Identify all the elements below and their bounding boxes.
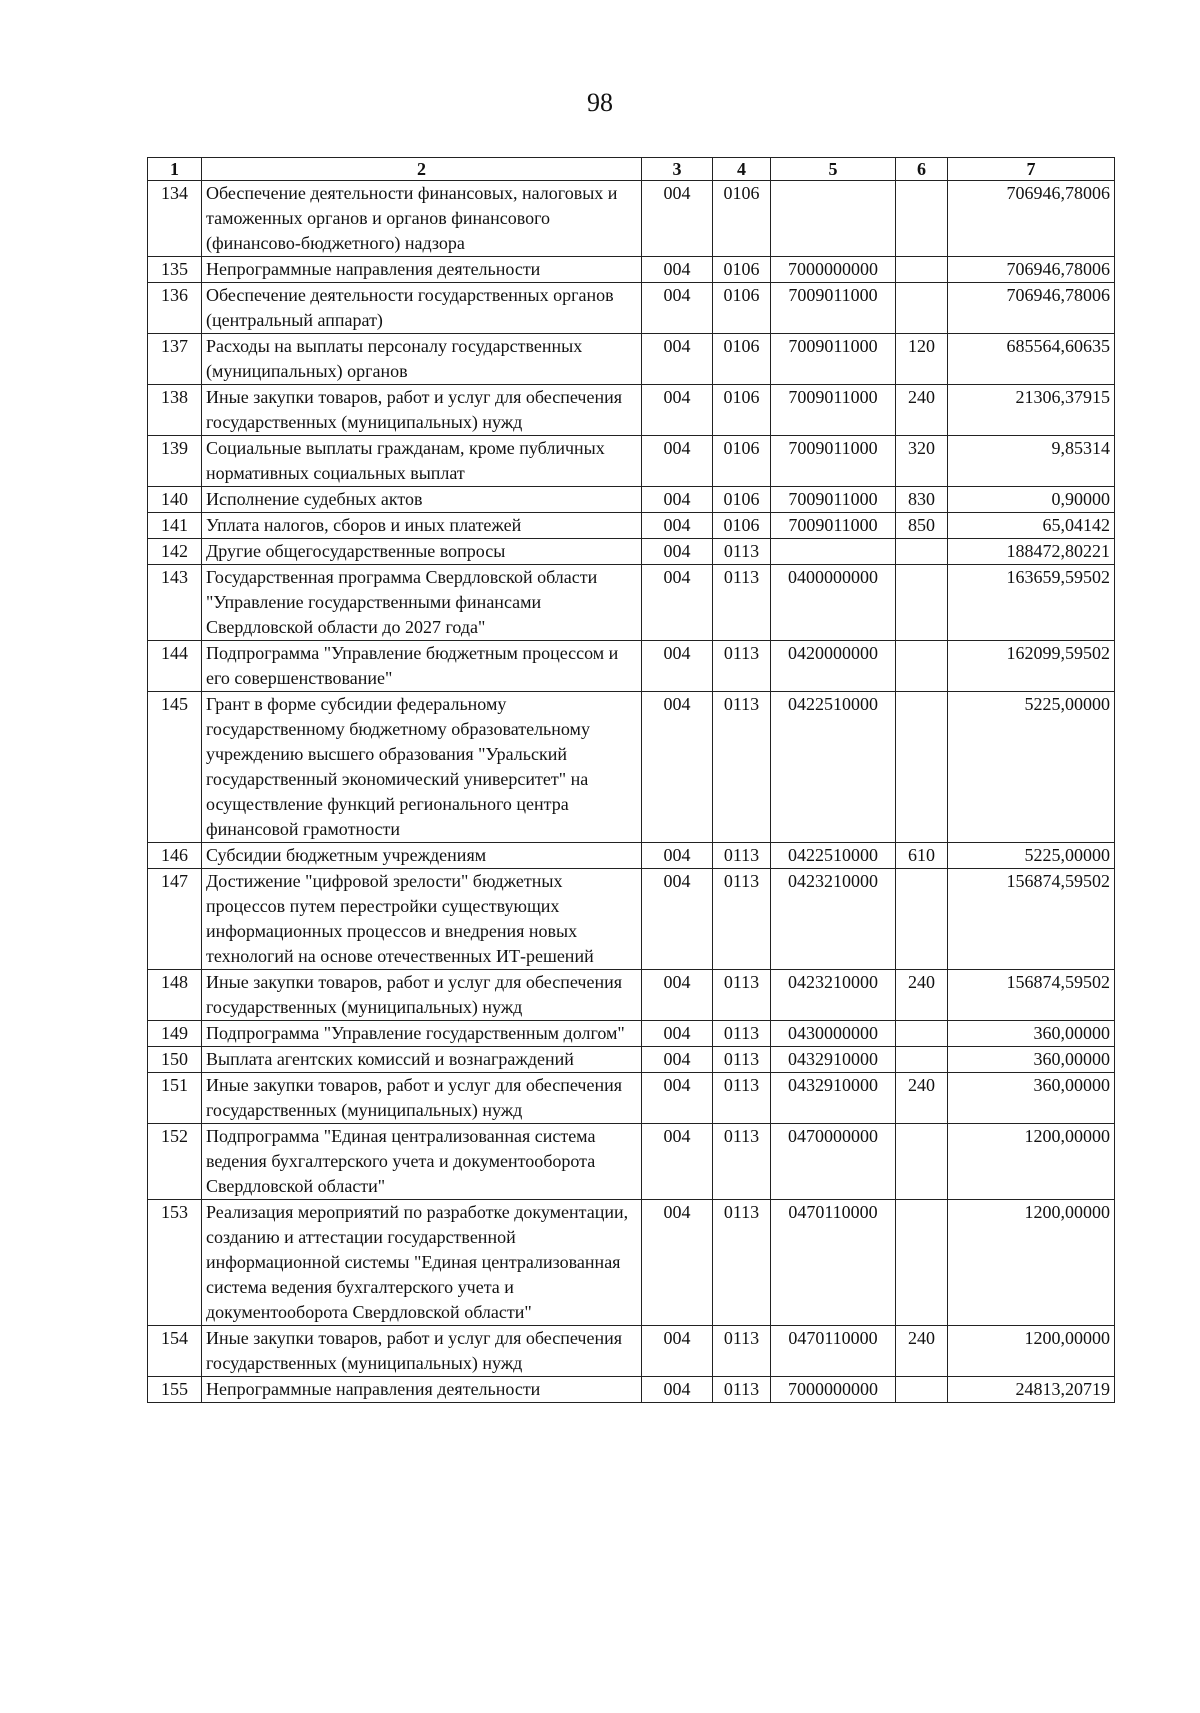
expense-type-cell [896, 181, 948, 257]
ministry-code-cell: 004 [642, 334, 713, 385]
expense-type-cell: 240 [896, 1326, 948, 1377]
column-header: 1 [148, 158, 202, 181]
row-number-cell: 144 [148, 641, 202, 692]
item-name-cell: Обеспечение деятельности государственных органов (центральный аппарат) [202, 283, 642, 334]
table-row [148, 692, 1115, 843]
expense-type-cell: 610 [896, 843, 948, 869]
item-name-cell: Обеспечение деятельности финансовых, налоговых и таможенных органов и органов финансового (финансово-бюджетного) надзора [202, 181, 642, 257]
row-number-cell: 148 [148, 970, 202, 1021]
row-number-cell: 140 [148, 487, 202, 513]
row-number-cell: 155 [148, 1377, 202, 1403]
table-row [148, 1377, 1115, 1403]
section-code-cell: 0106 [713, 487, 771, 513]
column-header: 5 [771, 158, 896, 181]
target-code-cell: 0432910000 [771, 1047, 896, 1073]
table-row [148, 1200, 1115, 1326]
row-number-cell: 135 [148, 257, 202, 283]
amount-cell: 1200,00000 [948, 1124, 1115, 1200]
row-number-cell: 136 [148, 283, 202, 334]
target-code-cell: 7009011000 [771, 513, 896, 539]
expense-type-cell [896, 539, 948, 565]
expense-type-cell [896, 1377, 948, 1403]
expense-type-cell: 830 [896, 487, 948, 513]
target-code-cell: 0430000000 [771, 1021, 896, 1047]
item-name-cell: Субсидии бюджетным учреждениям [202, 843, 642, 869]
table-row [148, 843, 1115, 869]
expense-type-cell: 240 [896, 1073, 948, 1124]
target-code-cell: 7009011000 [771, 385, 896, 436]
item-name-cell: Непрограммные направления деятельности [202, 1377, 642, 1403]
ministry-code-cell: 004 [642, 1047, 713, 1073]
expense-type-cell: 240 [896, 385, 948, 436]
ministry-code-cell: 004 [642, 257, 713, 283]
ministry-code-cell: 004 [642, 1326, 713, 1377]
amount-cell: 163659,59502 [948, 565, 1115, 641]
target-code-cell: 0470000000 [771, 1124, 896, 1200]
target-code-cell [771, 539, 896, 565]
section-code-cell: 0106 [713, 385, 771, 436]
amount-cell: 1200,00000 [948, 1326, 1115, 1377]
section-code-cell: 0106 [713, 257, 771, 283]
table-row [148, 869, 1115, 970]
amount-cell: 156874,59502 [948, 869, 1115, 970]
amount-cell: 156874,59502 [948, 970, 1115, 1021]
item-name-cell: Выплата агентских комиссий и вознаграждений [202, 1047, 642, 1073]
ministry-code-cell: 004 [642, 970, 713, 1021]
ministry-code-cell: 004 [642, 1073, 713, 1124]
ministry-code-cell: 004 [642, 565, 713, 641]
expense-type-cell [896, 1124, 948, 1200]
ministry-code-cell: 004 [642, 181, 713, 257]
target-code-cell: 7000000000 [771, 257, 896, 283]
expense-type-cell [896, 869, 948, 970]
target-code-cell: 0423210000 [771, 869, 896, 970]
section-code-cell: 0113 [713, 1124, 771, 1200]
section-code-cell: 0113 [713, 869, 771, 970]
amount-cell: 706946,78006 [948, 257, 1115, 283]
table-row [148, 487, 1115, 513]
row-number-cell: 139 [148, 436, 202, 487]
item-name-cell: Реализация мероприятий по разработке документации, созданию и аттестации государственной информационной системы "Единая централизованная система ведения бухгалтерского учета и документооборота Свердловской области" [202, 1200, 642, 1326]
row-number-cell: 145 [148, 692, 202, 843]
item-name-cell: Иные закупки товаров, работ и услуг для обеспечения государственных (муниципальных) нужд [202, 1073, 642, 1124]
table-row [148, 385, 1115, 436]
table-row [148, 641, 1115, 692]
amount-cell: 1200,00000 [948, 1200, 1115, 1326]
expense-type-cell [896, 1047, 948, 1073]
row-number-cell: 152 [148, 1124, 202, 1200]
section-code-cell: 0113 [713, 970, 771, 1021]
row-number-cell: 153 [148, 1200, 202, 1326]
amount-cell: 706946,78006 [948, 283, 1115, 334]
item-name-cell: Иные закупки товаров, работ и услуг для обеспечения государственных (муниципальных) нужд [202, 970, 642, 1021]
section-code-cell: 0106 [713, 283, 771, 334]
item-name-cell: Подпрограмма "Управление государственным долгом" [202, 1021, 642, 1047]
column-header: 7 [948, 158, 1115, 181]
row-number-cell: 142 [148, 539, 202, 565]
item-name-cell: Подпрограмма "Управление бюджетным процессом и его совершенствование" [202, 641, 642, 692]
expense-type-cell: 850 [896, 513, 948, 539]
table-row [148, 970, 1115, 1021]
table-row [148, 1124, 1115, 1200]
amount-cell: 188472,80221 [948, 539, 1115, 565]
expense-type-cell [896, 692, 948, 843]
expense-type-cell: 240 [896, 970, 948, 1021]
row-number-cell: 151 [148, 1073, 202, 1124]
expense-type-cell [896, 1200, 948, 1326]
item-name-cell: Иные закупки товаров, работ и услуг для обеспечения государственных (муниципальных) нужд [202, 1326, 642, 1377]
target-code-cell: 7009011000 [771, 334, 896, 385]
target-code-cell: 0422510000 [771, 843, 896, 869]
ministry-code-cell: 004 [642, 692, 713, 843]
expense-type-cell: 120 [896, 334, 948, 385]
section-code-cell: 0113 [713, 565, 771, 641]
row-number-cell: 141 [148, 513, 202, 539]
table-row [148, 565, 1115, 641]
header-row [148, 158, 1115, 181]
budget-table [147, 157, 1115, 1403]
ministry-code-cell: 004 [642, 843, 713, 869]
item-name-cell: Социальные выплаты гражданам, кроме публичных нормативных социальных выплат [202, 436, 642, 487]
target-code-cell [771, 181, 896, 257]
section-code-cell: 0113 [713, 1047, 771, 1073]
expense-type-cell [896, 1021, 948, 1047]
ministry-code-cell: 004 [642, 869, 713, 970]
table-row [148, 257, 1115, 283]
amount-cell: 21306,37915 [948, 385, 1115, 436]
amount-cell: 5225,00000 [948, 843, 1115, 869]
table-row [148, 436, 1115, 487]
ministry-code-cell: 004 [642, 1021, 713, 1047]
target-code-cell: 0470110000 [771, 1200, 896, 1326]
amount-cell: 5225,00000 [948, 692, 1115, 843]
expense-type-cell: 320 [896, 436, 948, 487]
expense-type-cell [896, 257, 948, 283]
expense-type-cell [896, 641, 948, 692]
ministry-code-cell: 004 [642, 1200, 713, 1326]
table-row [148, 513, 1115, 539]
ministry-code-cell: 004 [642, 1124, 713, 1200]
row-number-cell: 134 [148, 181, 202, 257]
ministry-code-cell: 004 [642, 436, 713, 487]
amount-cell: 162099,59502 [948, 641, 1115, 692]
target-code-cell: 7000000000 [771, 1377, 896, 1403]
row-number-cell: 147 [148, 869, 202, 970]
amount-cell: 9,85314 [948, 436, 1115, 487]
item-name-cell: Государственная программа Свердловской области "Управление государственными финансами Свердловской области до 2027 года" [202, 565, 642, 641]
row-number-cell: 138 [148, 385, 202, 436]
section-code-cell: 0113 [713, 1200, 771, 1326]
ministry-code-cell: 004 [642, 283, 713, 334]
item-name-cell: Уплата налогов, сборов и иных платежей [202, 513, 642, 539]
amount-cell: 706946,78006 [948, 181, 1115, 257]
ministry-code-cell: 004 [642, 487, 713, 513]
item-name-cell: Непрограммные направления деятельности [202, 257, 642, 283]
ministry-code-cell: 004 [642, 641, 713, 692]
amount-cell: 0,90000 [948, 487, 1115, 513]
item-name-cell: Расходы на выплаты персоналу государственных (муниципальных) органов [202, 334, 642, 385]
target-code-cell: 0423210000 [771, 970, 896, 1021]
row-number-cell: 137 [148, 334, 202, 385]
row-number-cell: 146 [148, 843, 202, 869]
column-header: 3 [642, 158, 713, 181]
amount-cell: 360,00000 [948, 1021, 1115, 1047]
ministry-code-cell: 004 [642, 513, 713, 539]
target-code-cell: 7009011000 [771, 487, 896, 513]
column-header: 6 [896, 158, 948, 181]
target-code-cell: 0422510000 [771, 692, 896, 843]
target-code-cell: 0470110000 [771, 1326, 896, 1377]
page-number: 98 [587, 88, 613, 117]
amount-cell: 360,00000 [948, 1073, 1115, 1124]
row-number-cell: 143 [148, 565, 202, 641]
row-number-cell: 149 [148, 1021, 202, 1047]
item-name-cell: Иные закупки товаров, работ и услуг для обеспечения государственных (муниципальных) нужд [202, 385, 642, 436]
section-code-cell: 0113 [713, 1326, 771, 1377]
item-name-cell: Исполнение судебных актов [202, 487, 642, 513]
table-row [148, 283, 1115, 334]
section-code-cell: 0113 [713, 641, 771, 692]
section-code-cell: 0113 [713, 1021, 771, 1047]
section-code-cell: 0106 [713, 436, 771, 487]
table-row [148, 1021, 1115, 1047]
ministry-code-cell: 004 [642, 539, 713, 565]
item-name-cell: Подпрограмма "Единая централизованная система ведения бухгалтерского учета и документооборота Свердловской области" [202, 1124, 642, 1200]
table-row [148, 1326, 1115, 1377]
section-code-cell: 0113 [713, 1073, 771, 1124]
amount-cell: 65,04142 [948, 513, 1115, 539]
ministry-code-cell: 004 [642, 385, 713, 436]
section-code-cell: 0113 [713, 843, 771, 869]
amount-cell: 685564,60635 [948, 334, 1115, 385]
table-row [148, 539, 1115, 565]
section-code-cell: 0113 [713, 1377, 771, 1403]
expense-type-cell [896, 565, 948, 641]
row-number-cell: 150 [148, 1047, 202, 1073]
table-row [148, 1073, 1115, 1124]
item-name-cell: Достижение "цифровой зрелости" бюджетных процессов путем перестройки существующих информационных процессов и внедрения новых технологий на основе отечественных ИТ-решений [202, 869, 642, 970]
column-header: 2 [202, 158, 642, 181]
target-code-cell: 7009011000 [771, 283, 896, 334]
section-code-cell: 0106 [713, 334, 771, 385]
row-number-cell: 154 [148, 1326, 202, 1377]
table-body [148, 181, 1115, 1403]
column-header: 4 [713, 158, 771, 181]
target-code-cell: 0432910000 [771, 1073, 896, 1124]
target-code-cell: 0420000000 [771, 641, 896, 692]
amount-cell: 24813,20719 [948, 1377, 1115, 1403]
table-row [148, 334, 1115, 385]
expense-type-cell [896, 283, 948, 334]
ministry-code-cell: 004 [642, 1377, 713, 1403]
section-code-cell: 0113 [713, 539, 771, 565]
section-code-cell: 0106 [713, 513, 771, 539]
target-code-cell: 7009011000 [771, 436, 896, 487]
item-name-cell: Грант в форме субсидии федеральному государственному бюджетному образовательному учреждению высшего образования "Уральский государственный экономический университет" на осуществление функций регионального центра финансовой грамотности [202, 692, 642, 843]
table-row [148, 181, 1115, 257]
amount-cell: 360,00000 [948, 1047, 1115, 1073]
target-code-cell: 0400000000 [771, 565, 896, 641]
table-row [148, 1047, 1115, 1073]
item-name-cell: Другие общегосударственные вопросы [202, 539, 642, 565]
section-code-cell: 0106 [713, 181, 771, 257]
section-code-cell: 0113 [713, 692, 771, 843]
